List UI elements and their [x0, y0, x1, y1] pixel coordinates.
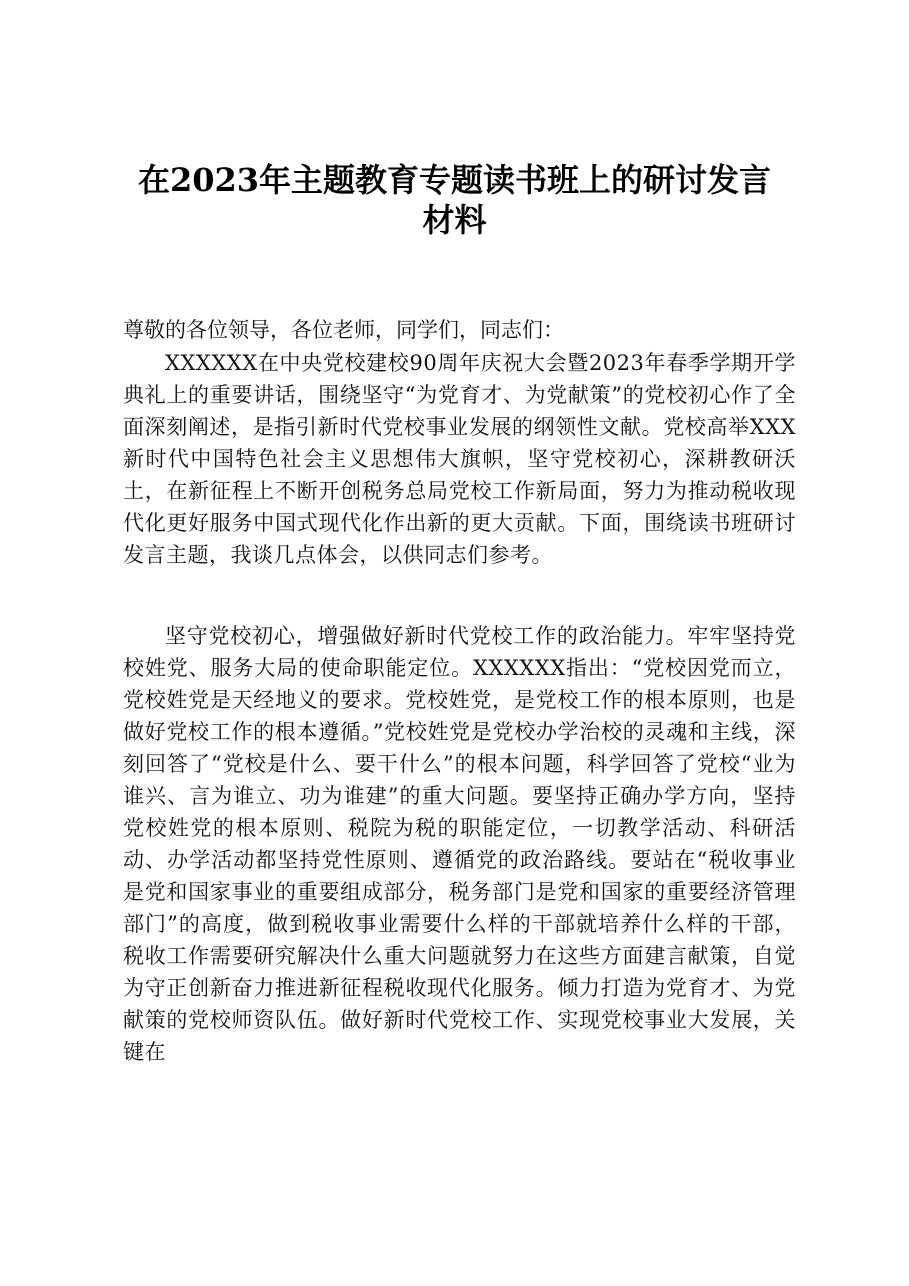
- body-paragraph-2: 坚守党校初心，增强做好新时代党校工作的政治能力。牢牢坚持党校姓党、服务大局的使命职能定位。XXXXXX指出：“党校因党而立，党校姓党是天经地义的要求。党校姓党，是党校工作的根本原则，也是做好党校工作的根本遵循。”党校姓党是党校办学治校的灵魂和主线，深刻回答了“党校是什么、要干什么”的根本问题，科学回答了党校“业为谁兴、言为谁立、功为谁建”的重大问题。要坚持正确办学方向，坚持党校姓党的根本原则、税院为税的职能定位，一切教学活动、科研活动、办学活动都坚持党性原则、遵循党的政治路线。要站在“税收事业是党和国家事业的重要组成部分，税务部门是党和国家的重要经济管理部门”的高度，做到税收事业需要什么样的干部就培养什么样的干部，税收工作需要研究解决什么重大问题就努力在这些方面建言献策，自觉为守正创新奋力推进新征程税收现代化服务。倾力打造为党育才、为党献策的党校师资队伍。做好新时代党校工作、实现党校事业大发展，关键在: [123, 624, 796, 1064]
- document-title-line1: 在2023年主题教育专题读书班上的研讨发言: [137, 161, 772, 199]
- body-paragraph-1: XXXXXX在中央党校建校90周年庆祝大会暨2023年春季学期开学典礼上的重要讲话，围绕坚守“为党育才、为党献策”的党校初心作了全面深刻阐述，是指引新时代党校事业发展的纲领性文献。党校高举XXX新时代中国特色社会主义思想伟大旗帜，坚守党校初心，深耕教研沃土，在新征程上不断开创税务总局党校工作新局面，努力为推动税收现代化更好服务中国式现代化作出新的更大贡献。下面，围绕读书班研讨发言主题，我谈几点体会，以供同志们参考。: [123, 351, 796, 567]
- document-title-line2: 材料: [422, 201, 487, 239]
- salutation: 尊敬的各位领导，各位老师，同学们，同志们：: [123, 318, 564, 342]
